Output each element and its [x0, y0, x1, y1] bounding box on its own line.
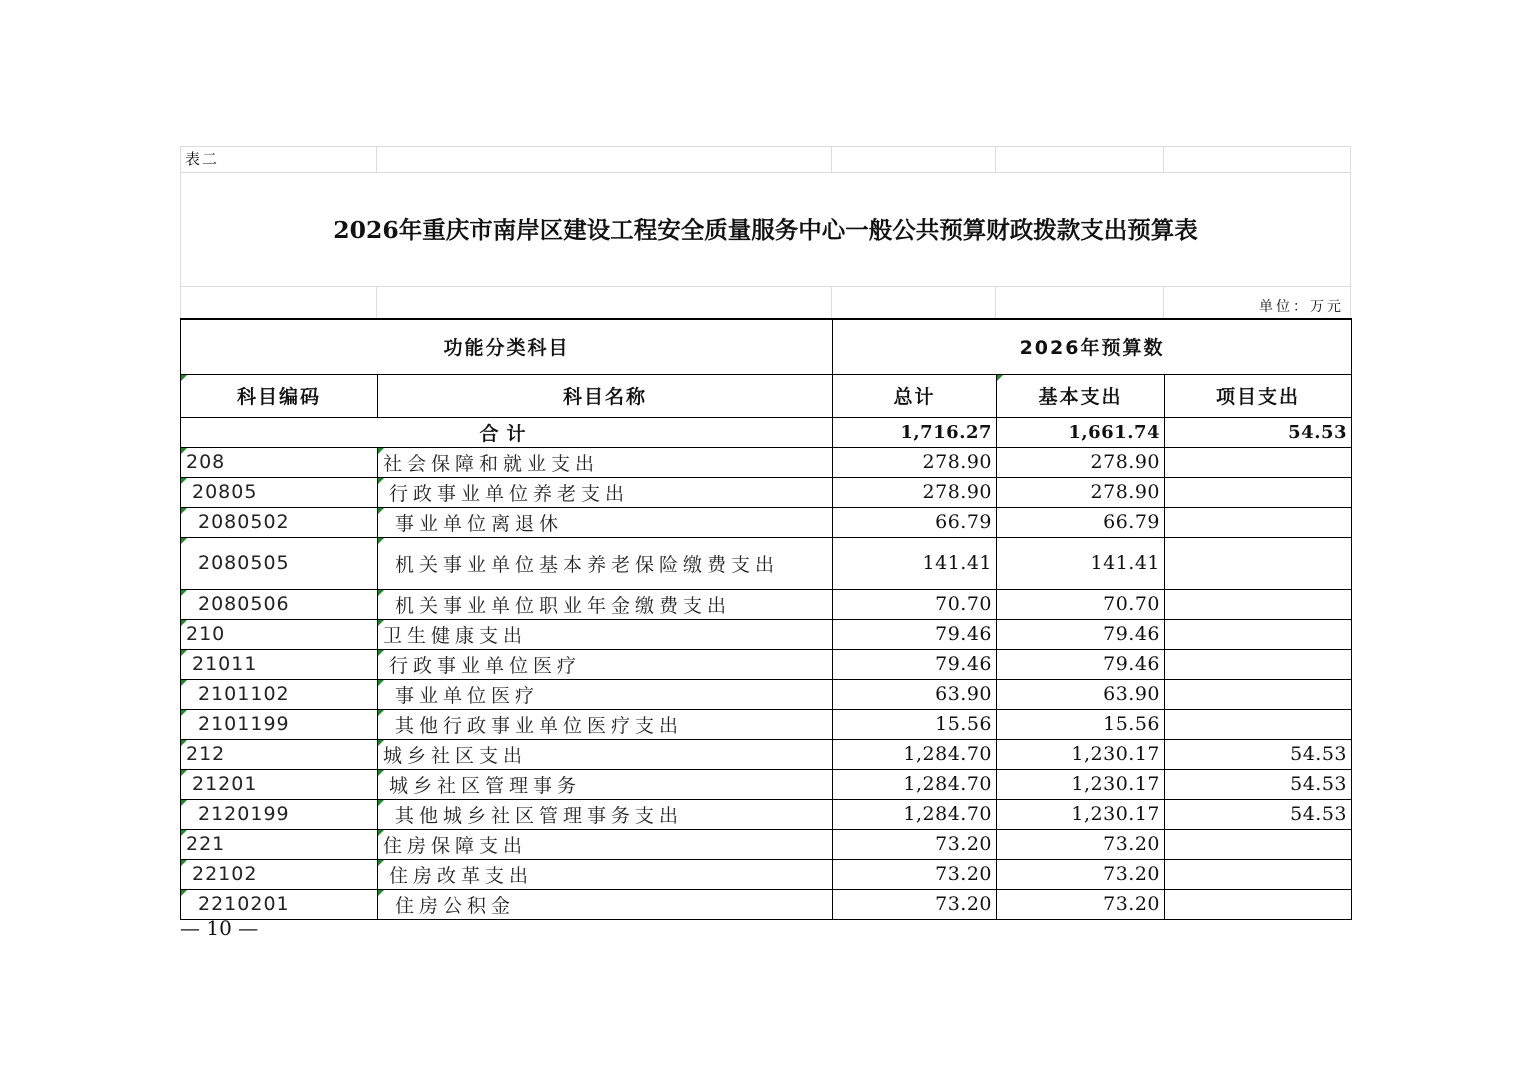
row-basic: 79.46: [997, 649, 1165, 679]
row-project: [1165, 447, 1352, 477]
header-budget-2026: 2026年预算数: [833, 319, 1352, 374]
table-row: [181, 507, 1352, 537]
budget-sheet: [180, 146, 1351, 920]
header-group-row: [181, 319, 1352, 374]
row-code: 2080505: [181, 537, 378, 589]
table-row: [181, 859, 1352, 889]
page-number: — 10 —: [180, 916, 259, 940]
row-project: [1165, 619, 1352, 649]
row-name: 机关事业单位职业年金缴费支出: [378, 589, 833, 619]
table-row: [181, 649, 1352, 679]
row-basic: 1,230.17: [997, 799, 1165, 829]
total-basic: 1,661.74: [997, 417, 1165, 447]
row-code: 21011: [181, 649, 378, 679]
row-basic: 278.90: [997, 477, 1165, 507]
row-total: 79.46: [833, 649, 997, 679]
row-code: 2101199: [181, 709, 378, 739]
unit-row: [180, 286, 1351, 318]
row-basic: 73.20: [997, 859, 1165, 889]
table-row: [181, 679, 1352, 709]
header-code: 科目编码: [181, 374, 378, 417]
total-total: 1,716.27: [833, 417, 997, 447]
budget-table: [180, 318, 1352, 920]
row-basic: 278.90: [997, 447, 1165, 477]
table-row: [181, 477, 1352, 507]
row-name: 住房保障支出: [378, 829, 833, 859]
row-total: 63.90: [833, 679, 997, 709]
row-name: 城乡社区支出: [378, 739, 833, 769]
table-row: [181, 739, 1352, 769]
row-code: 2210201: [181, 889, 378, 919]
header-function-classification: 功能分类科目: [181, 319, 833, 374]
row-total: 73.20: [833, 859, 997, 889]
row-name: 机关事业单位基本养老保险缴费支出: [378, 537, 833, 589]
row-project: 54.53: [1165, 739, 1352, 769]
row-project: [1165, 477, 1352, 507]
row-total: 73.20: [833, 889, 997, 919]
total-row: [181, 417, 1352, 447]
row-basic: 1,230.17: [997, 739, 1165, 769]
row-total: 278.90: [833, 447, 997, 477]
header-project: 项目支出: [1165, 374, 1352, 417]
row-code: 210: [181, 619, 378, 649]
row-project: [1165, 709, 1352, 739]
row-project: [1165, 859, 1352, 889]
row-total: 278.90: [833, 477, 997, 507]
row-basic: 66.79: [997, 507, 1165, 537]
row-total: 141.41: [833, 537, 997, 589]
label-row: [180, 146, 1351, 172]
row-name: 行政事业单位养老支出: [378, 477, 833, 507]
row-basic: 63.90: [997, 679, 1165, 709]
header-total: 总计: [833, 374, 997, 417]
row-code: 221: [181, 829, 378, 859]
table-row: [181, 619, 1352, 649]
table-label: 表二: [180, 146, 377, 172]
row-name: 其他行政事业单位医疗支出: [378, 709, 833, 739]
row-name: 住房改革支出: [378, 859, 833, 889]
row-project: [1165, 679, 1352, 709]
row-basic: 73.20: [997, 889, 1165, 919]
total-label: 合计: [181, 417, 833, 447]
table-row: [181, 769, 1352, 799]
row-code: 212: [181, 739, 378, 769]
table-row: [181, 537, 1352, 589]
row-code: 208: [181, 447, 378, 477]
row-code: 2101102: [181, 679, 378, 709]
row-project: [1165, 537, 1352, 589]
row-total: 66.79: [833, 507, 997, 537]
row-total: 1,284.70: [833, 739, 997, 769]
row-name: 事业单位离退休: [378, 507, 833, 537]
row-basic: 1,230.17: [997, 769, 1165, 799]
row-basic: 15.56: [997, 709, 1165, 739]
header-name: 科目名称: [378, 374, 833, 417]
row-name: 社会保障和就业支出: [378, 447, 833, 477]
row-project: [1165, 889, 1352, 919]
row-total: 1,284.70: [833, 769, 997, 799]
row-project: 54.53: [1165, 799, 1352, 829]
row-basic: 79.46: [997, 619, 1165, 649]
row-total: 1,284.70: [833, 799, 997, 829]
row-code: 20805: [181, 477, 378, 507]
page-title: 2026年重庆市南岸区建设工程安全质量服务中心一般公共预算财政拨款支出预算表: [180, 172, 1351, 286]
row-project: [1165, 649, 1352, 679]
row-total: 73.20: [833, 829, 997, 859]
row-name: 城乡社区管理事务: [378, 769, 833, 799]
row-name: 其他城乡社区管理事务支出: [378, 799, 833, 829]
row-basic: 70.70: [997, 589, 1165, 619]
table-row: [181, 447, 1352, 477]
row-basic: 141.41: [997, 537, 1165, 589]
row-name: 事业单位医疗: [378, 679, 833, 709]
table-row: [181, 709, 1352, 739]
row-project: 54.53: [1165, 769, 1352, 799]
table-row: [181, 829, 1352, 859]
row-name: 住房公积金: [378, 889, 833, 919]
row-name: 卫生健康支出: [378, 619, 833, 649]
table-row: [181, 889, 1352, 919]
row-basic: 73.20: [997, 829, 1165, 859]
row-project: [1165, 829, 1352, 859]
row-code: 2080506: [181, 589, 378, 619]
row-code: 21201: [181, 769, 378, 799]
total-project: 54.53: [1165, 417, 1352, 447]
header-basic: 基本支出: [997, 374, 1165, 417]
unit-label: 单位：万元: [1164, 286, 1351, 318]
row-total: 15.56: [833, 709, 997, 739]
row-project: [1165, 507, 1352, 537]
row-name: 行政事业单位医疗: [378, 649, 833, 679]
row-code: 2080502: [181, 507, 378, 537]
row-total: 70.70: [833, 589, 997, 619]
table-row: [181, 799, 1352, 829]
row-code: 2120199: [181, 799, 378, 829]
row-code: 22102: [181, 859, 378, 889]
table-row: [181, 589, 1352, 619]
row-project: [1165, 589, 1352, 619]
header-columns-row: [181, 374, 1352, 417]
row-total: 79.46: [833, 619, 997, 649]
